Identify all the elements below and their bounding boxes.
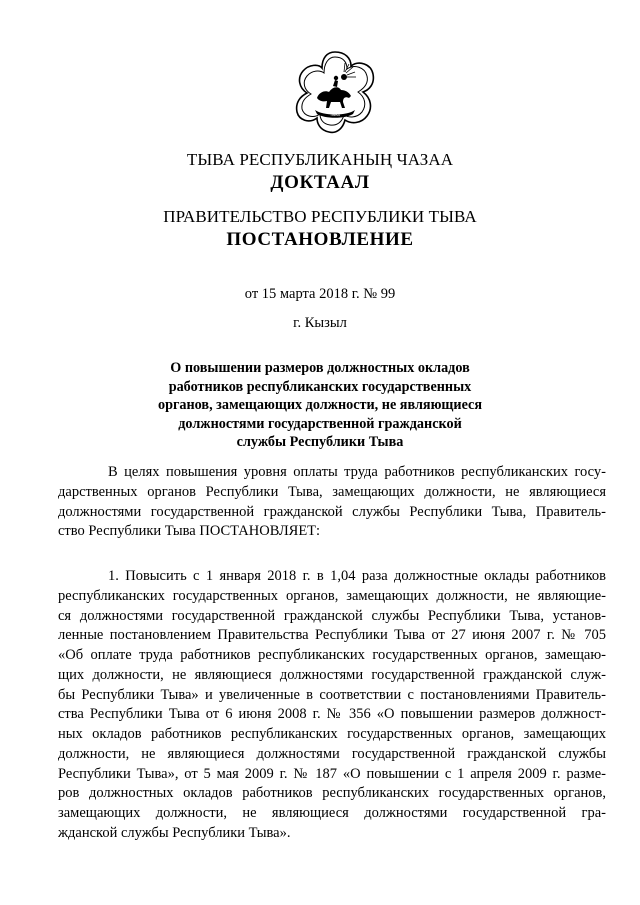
document-date-number: от 15 марта 2018 г. № 99 bbox=[244, 286, 396, 302]
preamble-line: дарственных органов Республики Тыва, замещающих должности, не являющиеся bbox=[58, 483, 606, 500]
tuvan-document-type: ДОКТААЛ bbox=[270, 172, 370, 193]
document-title bbox=[150, 359, 490, 452]
tuva-coat-of-arms-icon bbox=[289, 46, 381, 138]
clause-line: ных окладов работников республиканских государственных органов, замещающих bbox=[58, 726, 606, 742]
preamble-line: В целях повышения уровня оплаты труда работников республиканских госу- bbox=[108, 464, 606, 480]
clause-line: Республики Тыва», от 5 мая 2009 г. № 187 «О повышении с 1 апреля 2009 г. разме- bbox=[58, 765, 606, 782]
clause-1-paragraph bbox=[58, 567, 606, 844]
clause-line: бы Республики Тыва» и увеличенные в соответствии с постановлениями Правитель- bbox=[58, 686, 606, 703]
clause-line: республиканских государственных органов, замещающих должности, не являющие- bbox=[58, 587, 606, 604]
clause-line: ства Республики Тыва от 6 июня 2008 г. № 356 «О повышении размеров должност- bbox=[58, 706, 606, 723]
preamble-line: должностями государственной гражданской службы Республики Тыва, Правитель- bbox=[58, 503, 606, 520]
clause-line: должности, не являющиеся должностями государственной гражданской службы bbox=[58, 745, 606, 762]
title-line: службы Республики Тыва bbox=[236, 434, 404, 451]
title-line: должностями государственной гражданской bbox=[178, 415, 462, 432]
svg-text:ТЫВА: ТЫВА bbox=[329, 113, 341, 117]
coat-of-arms-emblem bbox=[289, 46, 381, 138]
title-line: О повышении размеров должностных окладов bbox=[170, 360, 470, 376]
preamble-line: ство Республики Тыва ПОСТАНОВЛЯЕТ: bbox=[58, 523, 321, 540]
clause-line: «Об оплате труда работников республиканских государственных органов, замещаю- bbox=[58, 647, 606, 663]
clause-line: ся должностями государственной гражданской службы Республики Тыва, установ- bbox=[58, 607, 606, 624]
clause-line: 1. Повысить с 1 января 2018 г. в 1,04 раза должностные оклады работников bbox=[108, 568, 606, 584]
clause-line: жданской службы Республики Тыва». bbox=[58, 824, 291, 841]
clause-line: ленные постановлением Правительства Республики Тыва от 27 июня 2007 г. № 705 bbox=[58, 627, 606, 644]
clause-line: щих должности, не являющиеся должностями государственной гражданской служ- bbox=[58, 666, 606, 683]
preamble-paragraph bbox=[58, 463, 606, 542]
title-line: работников республиканских государственных bbox=[168, 378, 472, 395]
russian-document-type: ПОСТАНОВЛЕНИЕ bbox=[226, 229, 414, 250]
clause-line: замещающих должности, не являющиеся должностями государственной гра- bbox=[58, 805, 606, 821]
title-line: органов, замещающих должности, не являющиеся bbox=[157, 397, 483, 414]
tuvan-government-heading: ТЫВА РЕСПУБЛИКАНЫҢ ЧАЗАА bbox=[186, 150, 454, 169]
clause-line: ров должностных окладов работников республиканских государственных органов, bbox=[58, 785, 606, 802]
russian-government-heading: ПРАВИТЕЛЬСТВО РЕСПУБЛИКИ ТЫВА bbox=[163, 207, 477, 226]
document-city: г. Кызыл bbox=[293, 315, 347, 331]
